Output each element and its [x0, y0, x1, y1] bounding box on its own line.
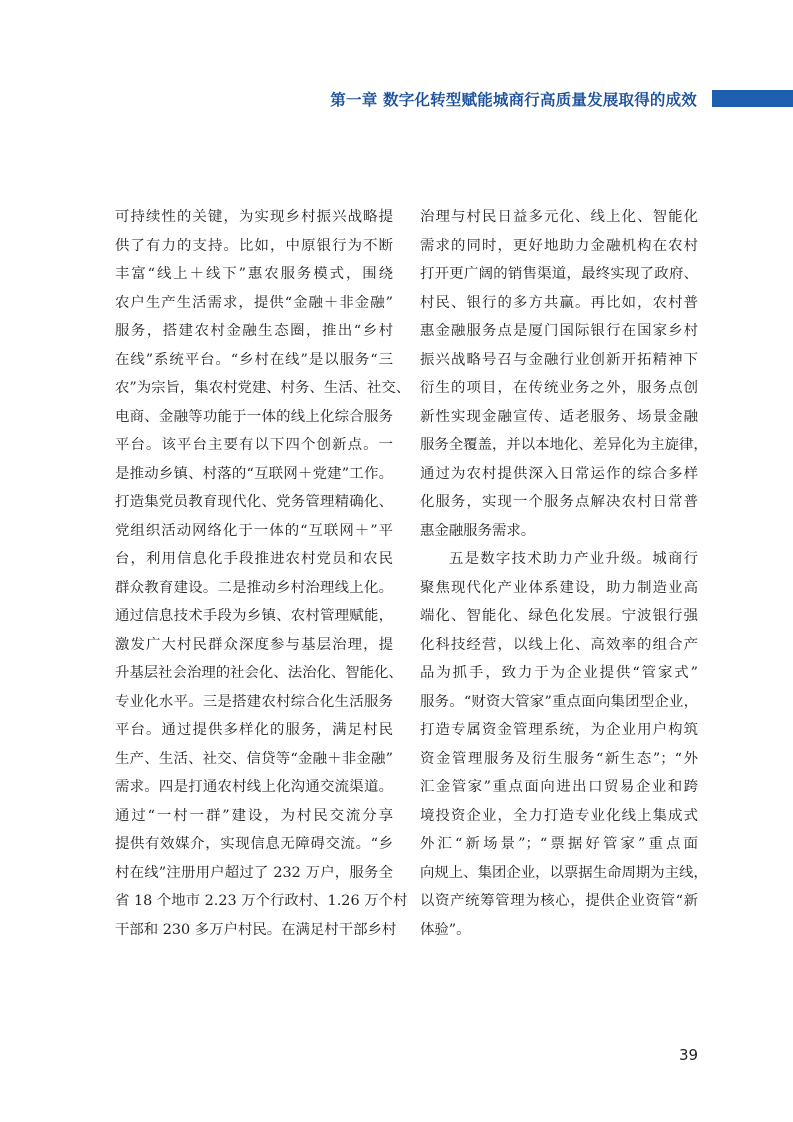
text-line: 通过“一村一群”建设，为村民交流分享 [115, 807, 393, 824]
text-line: 可持续性的关键，为实现乡村振兴战略提 [115, 209, 393, 225]
text-line: 资金管理服务及衍生服务“新生态”；“外 [420, 750, 698, 767]
text-line: 服务全覆盖，并以本地化、差异化为主旋律， [420, 437, 708, 453]
text-line: 打造专属资金管理系统，为企业用户构筑 [420, 722, 698, 738]
text-line: 生产、生活、社交、信贷等“金融＋非金融” [115, 750, 393, 767]
text-line: 新性实现金融宣传、适老服务、场景金融 [420, 408, 698, 425]
text-line: 村在线”注册用户超过了 232 万户，服务全 [115, 864, 393, 881]
text-line: 聚焦现代化产业体系建设，助力制造业高 [420, 579, 698, 596]
text-line: 五是数字技术助力产业升级。城商行 [449, 551, 698, 567]
text-line: 境投资企业，全力打造专业化线上集成式 [420, 807, 698, 824]
text-line: 是推动乡镇、村落的“互联网＋党建”工作。 [115, 465, 393, 482]
text-line: 振兴战略号召与金融行业创新开拓精神下 [420, 351, 698, 368]
text-line: 通过信息技术手段为乡镇、农村管理赋能， [115, 608, 393, 624]
text-line: 以资产统筹管理为核心，提供企业资管“新 [420, 893, 698, 909]
left-text-column [115, 203, 411, 944]
text-line: 化服务，实现一个服务点解决农村日常普 [420, 494, 698, 510]
right-text-column [420, 203, 708, 944]
text-line: 汇金管家”重点面向进出口贸易企业和跨 [420, 779, 698, 795]
header-accent-bar [712, 90, 793, 107]
text-line: 电商、金融等功能于一体的线上化综合服务 [115, 408, 393, 425]
text-line: 端化、智能化、绿色化发展。宁波银行强 [420, 608, 698, 624]
text-line: 党组织活动网络化于一体的“互联网＋”平 [115, 522, 393, 539]
text-line: 品为抓手，致力于为企业提供“管家式” [420, 665, 698, 681]
text-line: 丰富“线上＋线下”惠农服务模式，围绕 [115, 266, 393, 282]
text-line: 供了有力的支持。比如，中原银行为不断 [115, 237, 393, 254]
text-line: 服务，搭建农村金融生态圈，推出“乡村 [115, 323, 393, 339]
text-line: 平台。通过提供多样化的服务，满足村民 [115, 722, 393, 738]
text-line: 台，利用信息化手段推进农村党员和农民 [115, 551, 393, 567]
text-line: 村民、银行的多方共赢。再比如，农村普 [420, 294, 698, 311]
text-line: 向规上、集团企业，以票据生命周期为主线， [420, 864, 708, 881]
text-line: 干部和 230 多万户村民。在满足村干部乡村 [115, 921, 397, 938]
text-line: 群众教育建设。二是推动乡村治理线上化。 [115, 579, 393, 596]
text-line: 平台。该平台主要有以下四个创新点。一 [115, 437, 393, 453]
text-line: 服务。“财资大管家”重点面向集团型企业， [420, 693, 698, 710]
chapter-header-title: 第一章 数字化转型赋能城商行高质量发展取得的成效 [330, 91, 697, 109]
text-line: 农户生产生活需求，提供“金融＋非金融” [115, 294, 393, 311]
text-line: 衍生的项目，在传统业务之外，服务点创 [420, 380, 698, 396]
text-line: 惠金融服务点是厦门国际银行在国家乡村 [420, 323, 698, 339]
text-line: 打开更广阔的销售渠道，最终实现了政府、 [420, 266, 698, 282]
text-line: 外汇“新场景”；“票据好管家”重点面 [420, 836, 698, 852]
text-line: 省 18 个地市 2.23 万个行政村、1.26 万个村 [115, 893, 408, 909]
text-line: 专业化水平。三是搭建农村综合化生活服务 [115, 693, 393, 710]
text-line: 需求的同时，更好地助力金融机构在农村 [420, 237, 698, 254]
text-line: 惠金融服务需求。 [420, 522, 536, 539]
text-line: 在线”系统平台。“乡村在线”是以服务“三 [115, 351, 393, 368]
text-line: 通过为农村提供深入日常运作的综合多样 [420, 465, 698, 482]
text-line: 体验”。 [420, 921, 471, 938]
text-line: 需求。四是打通农村线上化沟通交流渠道。 [115, 779, 393, 795]
text-line: 化科技经营，以线上化、高效率的组合产 [420, 636, 698, 653]
text-line: 农”为宗旨，集农村党建、村务、生活、社交、 [115, 380, 411, 396]
text-line: 提供有效媒介，实现信息无障碍交流。“乡 [115, 836, 393, 852]
text-line: 治理与村民日益多元化、线上化、智能化 [420, 209, 698, 225]
text-line: 激发广大村民群众深度参与基层治理，提 [115, 636, 393, 653]
text-line: 升基层社会治理的社会化、法治化、智能化、 [115, 665, 403, 681]
page-number: 39 [679, 1046, 699, 1064]
text-line: 打造集党员教育现代化、党务管理精确化、 [115, 494, 393, 510]
